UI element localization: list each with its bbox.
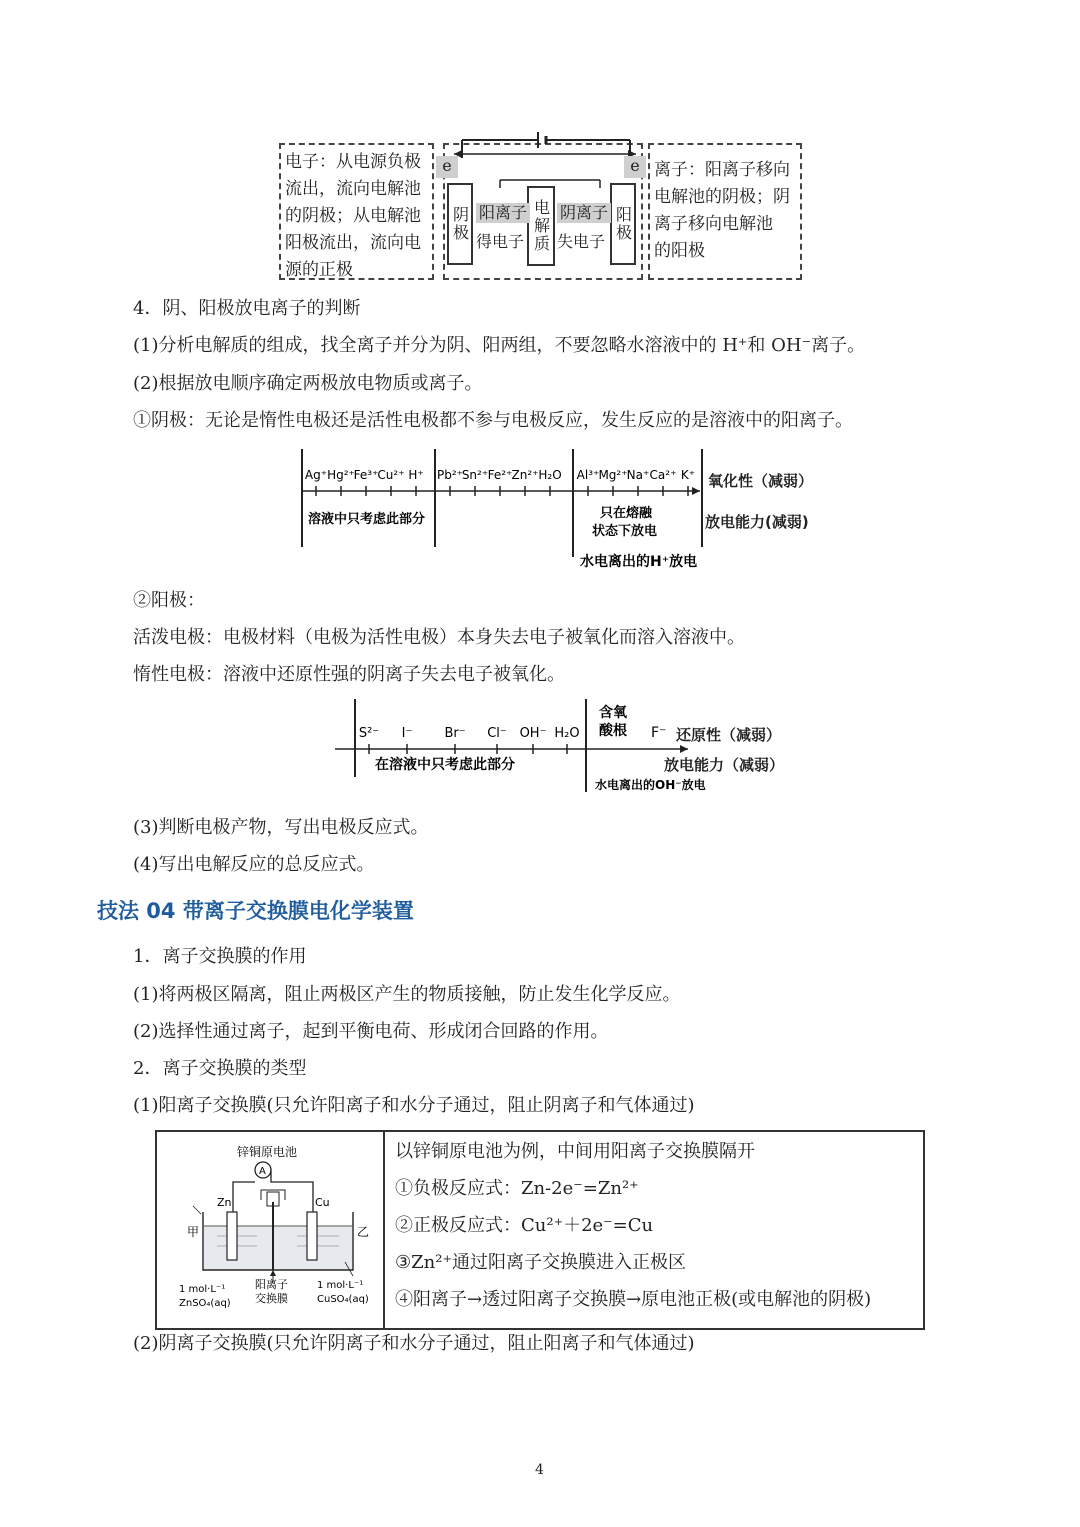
right-solution-conc: 1 mol·L⁻¹ (317, 1280, 364, 1291)
anode-chart-ion: Cl⁻ (487, 726, 507, 741)
subsection-1-item-2: (2)选择性通过离子，起到平衡电荷、形成闭合回路的作用。 (133, 1021, 609, 1042)
cathode-electrode: 阴极 (447, 183, 473, 265)
table-row-3: ②正极反应式：Cu²⁺＋2e⁻=Cu (395, 1215, 654, 1236)
electrolyte-block: 电解质 (527, 186, 555, 266)
cathode-chart-ion: H₂O (538, 468, 562, 482)
anode-chart-ion: H₂O (554, 726, 580, 741)
electron-label-right: e (624, 156, 646, 178)
paragraph-step-3: (3)判断电极产物，写出电极反应式。 (133, 817, 429, 838)
cathode-chart-ion: Sn²⁺ (461, 468, 489, 482)
cathode-discharge-label: 放电能力(减弱) (705, 513, 809, 531)
anode-left-note: 在溶液中只考虑此部分 (375, 757, 515, 773)
table-divider (383, 1132, 385, 1328)
paragraph-active-electrode: 活泼电极：电极材料（电极为活性电极）本身失去电子被氧化而溶入溶液中。 (133, 627, 745, 648)
ammeter-label: A (259, 1166, 266, 1177)
subsection-2-item-2: (2)阴离子交换膜(只允许阴离子和水分子通过，阻止阳离子和气体通过) (133, 1333, 695, 1354)
anion-label: 阴离子 (557, 203, 611, 223)
ion-flow-note: 离子：阳离子移向 电解池的阴极；阴 离子移向电解池 的阳极 (648, 143, 802, 280)
subsection-2-item-1: (1)阳离子交换膜(只允许阳离子和水分子通过，阻止阴离子和气体通过) (133, 1095, 695, 1116)
anode-chart-ion: OH⁻ (519, 726, 547, 741)
paragraph-inert-electrode: 惰性电极：溶液中还原性强的阴离子失去电子被氧化。 (133, 664, 565, 685)
gain-electron-label: 得电子 (476, 232, 525, 251)
left-solution-name: ZnSO₄(aq) (179, 1298, 231, 1309)
cathode-chart-ion: Mg²⁺ (598, 468, 628, 482)
cathode-chart-ion: Pb²⁺ (437, 468, 463, 482)
cathode-chart-ion: Hg²⁺ (327, 468, 355, 482)
paragraph-2: (2)根据放电顺序确定两极放电物质或离子。 (133, 373, 483, 394)
table-row-1: 以锌铜原电池为例，中间用阳离子交换膜隔开 (395, 1141, 755, 1162)
cathode-bottom-note: 水电离出的H⁺放电 (580, 554, 698, 570)
anode-oxy-acid-1: 含氧 (599, 705, 627, 721)
section-heading: 技法 04 带离子交换膜电化学装置 (97, 899, 414, 923)
cathode-chart-ion: Fe²⁺ (487, 468, 513, 482)
cathode-chart-ion: Na⁺ (626, 468, 650, 482)
anode-reducing-label: 还原性（减弱） (676, 726, 782, 744)
cu-label: Cu (315, 1196, 330, 1209)
page-number: 4 (535, 1462, 544, 1478)
anode-discharge-label: 放电能力（减弱） (664, 756, 785, 774)
cathode-left-note: 溶液中只考虑此部分 (308, 512, 426, 527)
cathode-chart-ion: H⁺ (408, 468, 424, 482)
cation-membrane-table (155, 1130, 925, 1330)
cathode-chart-ion: Cu²⁺ (377, 468, 405, 482)
zn-label: Zn (217, 1196, 232, 1209)
lose-electron-label: 失电子 (557, 232, 606, 251)
right-solution-name: CuSO₄(aq) (317, 1294, 369, 1305)
jia-label: 甲 (187, 1225, 200, 1239)
circuit-wires (440, 128, 650, 188)
anode-chart-ion: Br⁻ (444, 726, 466, 741)
cathode-chart-ion: K⁺ (680, 468, 696, 482)
cathode-chart-ion: Fe³⁺ (353, 468, 379, 482)
cathode-chart-ion: Al³⁺ (576, 468, 600, 482)
anode-electrode: 阳极 (610, 183, 636, 265)
subsection-1-title: 1．离子交换膜的作用 (133, 946, 307, 967)
cathode-oxidizing-label: 氧化性（减弱） (708, 472, 814, 490)
anode-fluoride: F⁻ (651, 725, 667, 741)
electron-label-left: e (436, 156, 458, 178)
subsection-2-title: 2．离子交换膜的类型 (133, 1058, 307, 1079)
anode-chart-ion: I⁻ (401, 726, 413, 741)
membrane-label-2: 交换膜 (255, 1292, 288, 1305)
cation-label: 阳离子 (476, 203, 530, 223)
cathode-chart-ion: Zn²⁺ (511, 468, 539, 482)
table-row-4: ③Zn²⁺通过阳离子交换膜进入正极区 (395, 1252, 686, 1273)
left-solution-conc: 1 mol·L⁻¹ (179, 1284, 226, 1295)
yi-label: 乙 (357, 1225, 370, 1239)
section-4-title: 4．阴、阳极放电离子的判断 (133, 298, 361, 319)
cathode-mid-note-2: 状态下放电 (592, 524, 658, 539)
electron-flow-note: 电子：从电源负极 流出，流向电解池 的阴极；从电解池 阳极流出，流向电 源的正极 (279, 143, 434, 280)
membrane-label-1: 阳离子 (255, 1278, 288, 1291)
subsection-1-item-1: (1)将两极区隔离，阻止两极区产生的物质接触，防止发生化学反应。 (133, 984, 681, 1005)
anode-chart-ion: S²⁻ (358, 726, 380, 741)
table-row-2: ①负极反应式：Zn-2e⁻=Zn²⁺ (395, 1178, 639, 1199)
anode-discharge-chart (333, 697, 793, 797)
cell-title: 锌铜原电池 (237, 1145, 298, 1159)
table-row-5: ④阳离子→透过阳离子交换膜→原电池正极(或电解池的阴极) (395, 1289, 872, 1310)
zinc-copper-cell-figure (167, 1140, 377, 1320)
cathode-mid-note-1: 只在熔融 (600, 506, 653, 521)
anode-oxy-acid-2: 酸根 (599, 723, 627, 739)
paragraph-anode: ②阳极： (133, 590, 205, 611)
cathode-chart-ion: Ca²⁺ (649, 468, 677, 482)
paragraph-step-4: (4)写出电解反应的总反应式。 (133, 854, 375, 875)
paragraph-1: (1)分析电解质的组成，找全离子并分为阴、阳两组，不要忽略水溶液中的 H⁺和 OH⁻离子。 (133, 335, 866, 356)
cathode-chart-ion: Ag⁺ (304, 468, 328, 482)
anode-bottom-note: 水电离出的OH⁻放电 (595, 778, 706, 792)
paragraph-3: ①阴极：无论是惰性电极还是活性电极都不参与电极反应，发生反应的是溶液中的阳离子。 (133, 410, 853, 431)
